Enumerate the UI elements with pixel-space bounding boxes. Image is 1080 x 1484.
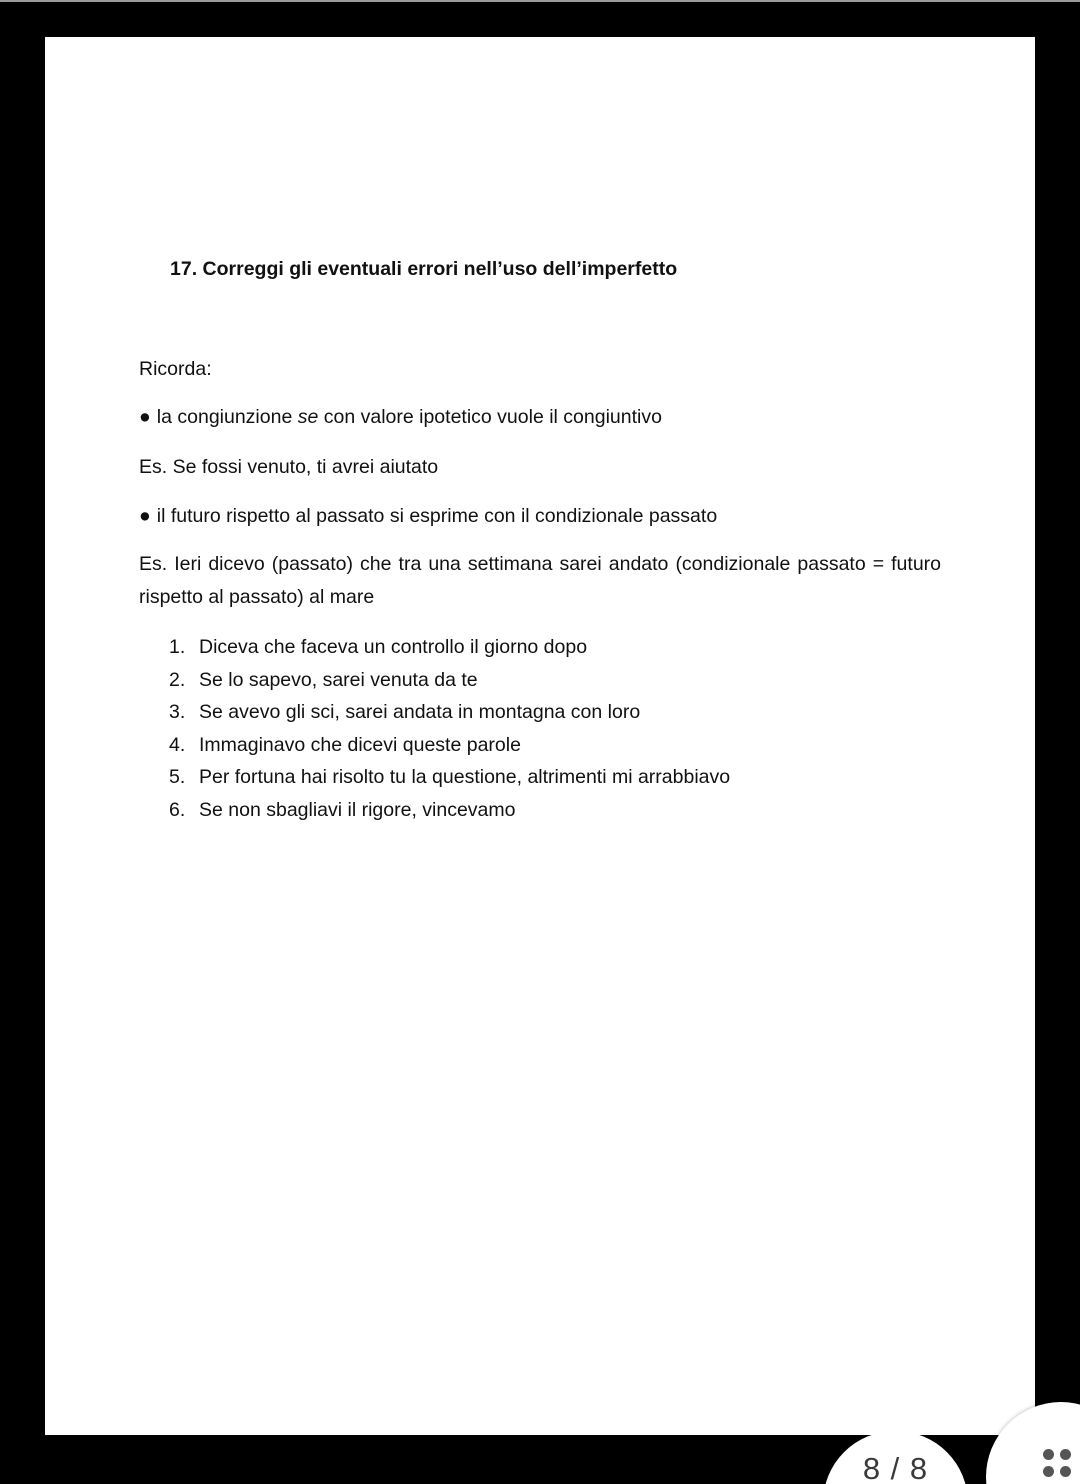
grid-dots-icon[interactable] [1043,1449,1073,1479]
bullet-rule-2: ● il futuro rispetto al passato si esprime con il condizionale passato [139,505,718,527]
list-item: 2. Se lo sapevo, sarei venuta da te [169,668,478,691]
page-indicator [823,1431,968,1484]
list-item: 4. Immaginavo che dicevi queste parole [169,733,521,756]
list-item: 1. Diceva che faceva un controllo il giorno dopo [169,636,588,658]
exercise-list [169,631,730,827]
top-divider [0,0,1080,2]
ricorda-label: Ricorda: [139,358,212,380]
exercise-heading: 17. Correggi gli eventuali errori nell’uso dell’imperfetto [170,258,678,280]
list-item: 3. Se avevo gli sci, sarei andata in montagna con loro [169,701,641,724]
bullet-rule-1: ● la congiunzione se con valore ipotetico vuole il congiuntivo [139,406,662,428]
list-item: 6. Se non sbagliavi il rigore, vincevamo [169,798,516,821]
document-page[interactable] [45,37,1035,1435]
bullet-icon: ● [139,406,151,428]
page-indicator-text: 8 / 8 [862,1451,929,1484]
bullet-icon: ● [139,505,151,527]
list-item: 5. Per fortuna hai risolto tu la questione, altrimenti mi arrabbiavo [169,766,731,789]
example-1: Es. Se fossi venuto, ti avrei aiutato [139,456,439,478]
example-2: Es. Ieri dicevo (passato) che tra una settimana sarei andato (condizionale passato = futuro rispetto al passato) al mare [139,553,941,608]
